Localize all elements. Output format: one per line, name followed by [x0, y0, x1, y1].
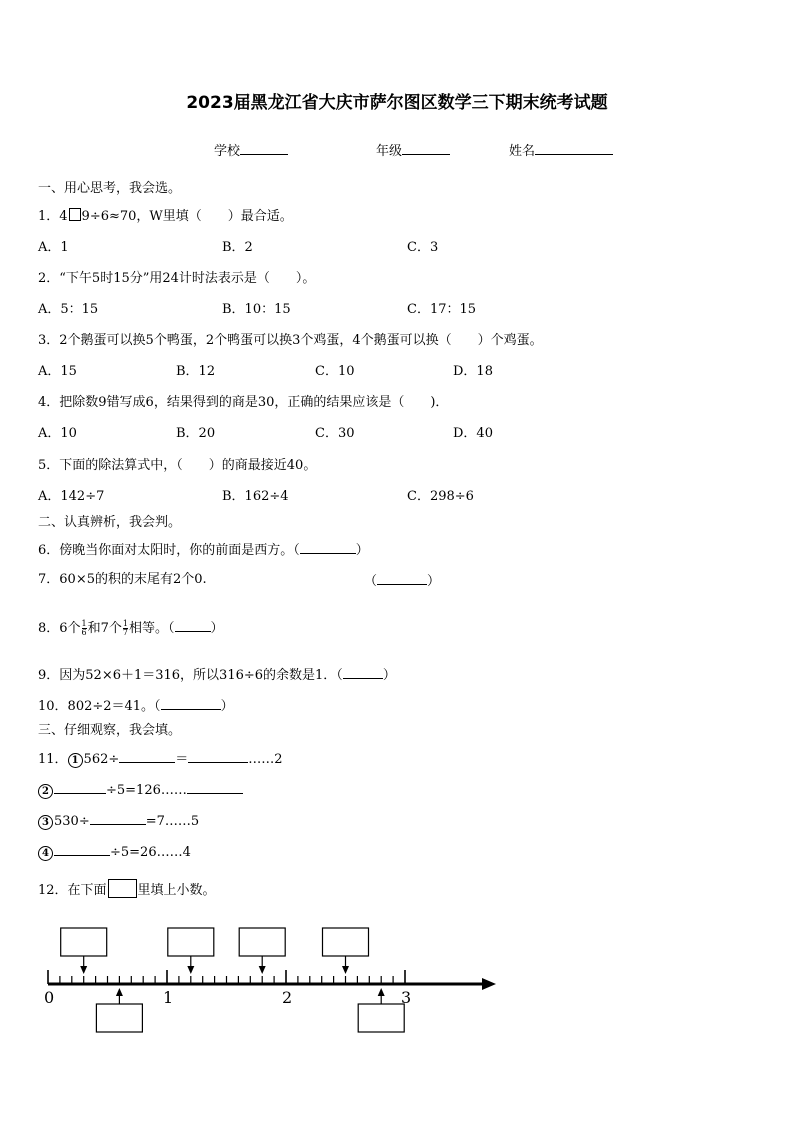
q1-stem-b: 9÷6≈70，W里填（ ）最合适。 — [81, 209, 293, 224]
q7-stem: 7．60×5的积的末尾有2个0. — [38, 572, 207, 587]
q6-close: ） — [355, 543, 369, 558]
q6-text: 6．傍晚当你面对太阳时，你的前面是西方。（ — [38, 543, 300, 558]
q11-r3-b: =7……5 — [145, 814, 200, 829]
q10-text: 10．802÷2＝41。（ — [38, 699, 161, 714]
answer-box-above — [168, 928, 214, 956]
school-label: 学校 — [214, 144, 241, 159]
q4-option-a[interactable]: A．10 — [38, 426, 77, 441]
q3-option-c[interactable]: C．10 — [315, 364, 355, 379]
q4-stem: 4．把除数9错写成6，结果得到的商是30，正确的结果应该是（ )． — [38, 395, 449, 410]
q8-f1-den: 6 — [81, 628, 87, 637]
q11-circle-2: 2 — [38, 784, 53, 799]
q5-option-b[interactable]: B．162÷4 — [222, 489, 289, 504]
q8-a: 8．6个 — [38, 621, 81, 636]
q7-open: （ — [364, 574, 378, 589]
q2-option-a[interactable]: A．5：15 — [38, 302, 99, 317]
page-title: 2023届黑龙江省大庆市萨尔图区数学三下期末统考试题 — [186, 93, 608, 113]
q1-stem-a: 1．4 — [38, 209, 68, 224]
pointer-arrow-up — [116, 988, 123, 996]
number-line-label: 0 — [44, 988, 55, 1007]
q4-option-b[interactable]: B．20 — [176, 426, 216, 441]
number-line-label: 2 — [282, 988, 293, 1007]
q9-close: ） — [382, 668, 396, 683]
q3-option-b[interactable]: B．12 — [176, 364, 216, 379]
q4-option-c[interactable]: C．30 — [315, 426, 355, 441]
q1-option-b[interactable]: B．2 — [222, 240, 253, 255]
q11-circle-4: 4 — [38, 846, 53, 861]
q5-option-c[interactable]: C．298÷6 — [407, 489, 474, 504]
section2-heading: 二、认真辨析，我会判。 — [38, 515, 182, 530]
q4-option-d[interactable]: D．40 — [453, 426, 493, 441]
answer-box-above — [323, 928, 369, 956]
grade-label: 年级 — [376, 144, 403, 159]
q12-b: 里填上小数。 — [137, 883, 216, 898]
q8-b: 和7个 — [87, 621, 122, 636]
q11-r1-a: 562÷ — [83, 752, 120, 767]
q11-r2-b: ÷5=126…… — [106, 783, 187, 798]
q3-option-a[interactable]: A．15 — [38, 364, 77, 379]
answer-box-above — [61, 928, 107, 956]
section3-heading: 三、仔细观察，我会填。 — [38, 723, 182, 738]
q1-option-a[interactable]: A．1 — [38, 240, 69, 255]
q11-r1-c: ……2 — [248, 752, 283, 767]
q9-text: 9．因为52×6＋1＝316，所以316÷6的余数是1．（ — [38, 668, 343, 683]
q11-label: 11． — [38, 752, 68, 767]
q7-close: ） — [427, 574, 441, 589]
name-label: 姓名 — [509, 144, 536, 159]
q8-f2-num: 1 — [122, 619, 129, 628]
pointer-arrow-down — [342, 966, 349, 974]
q8-f1-num: 1 — [81, 619, 87, 628]
q11-r1-b: ＝ — [175, 752, 189, 767]
q5-stem: 5．下面的除法算式中，（ ）的商最接近40。 — [38, 458, 317, 473]
pointer-arrow-down — [187, 966, 194, 974]
q5-option-a[interactable]: A．142÷7 — [38, 489, 105, 504]
q2-stem: 2．“下午5时15分”用24计时法表示是（ ）。 — [38, 271, 316, 286]
q3-stem: 3．2个鹅蛋可以换5个鸭蛋，2个鸭蛋可以换3个鸡蛋，4个鹅蛋可以换（ ）个鸡蛋。 — [38, 333, 543, 348]
pointer-arrow-up — [378, 988, 385, 996]
pointer-arrow-down — [259, 966, 266, 974]
pointer-arrow-down — [80, 966, 87, 974]
q11-r3-a: 530÷ — [54, 814, 90, 829]
number-line-label: 1 — [163, 988, 174, 1007]
q11-circle-3: 3 — [38, 815, 53, 830]
section1-heading: 一、用心思考，我会选。 — [38, 181, 182, 196]
answer-box-above — [239, 928, 285, 956]
q12-a: 12．在下面 — [38, 883, 107, 898]
q8-f2-den: 7 — [122, 628, 129, 637]
number-line-label: 3 — [401, 988, 412, 1007]
q2-option-c[interactable]: C．17：15 — [407, 302, 477, 317]
q3-option-d[interactable]: D．18 — [453, 364, 493, 379]
q8-close: ） — [210, 621, 224, 636]
q8-c: 相等。（ — [129, 621, 175, 636]
number-line-arrow — [482, 978, 496, 990]
q11-circle-1: 1 — [68, 753, 83, 768]
q1-option-c[interactable]: C．3 — [407, 240, 439, 255]
answer-box-below — [96, 1004, 142, 1032]
q10-close: ） — [220, 699, 234, 714]
q11-r4-b: ÷5=26……4 — [110, 845, 191, 860]
q2-option-b[interactable]: B．10：15 — [222, 302, 291, 317]
answer-box-below — [358, 1004, 404, 1032]
